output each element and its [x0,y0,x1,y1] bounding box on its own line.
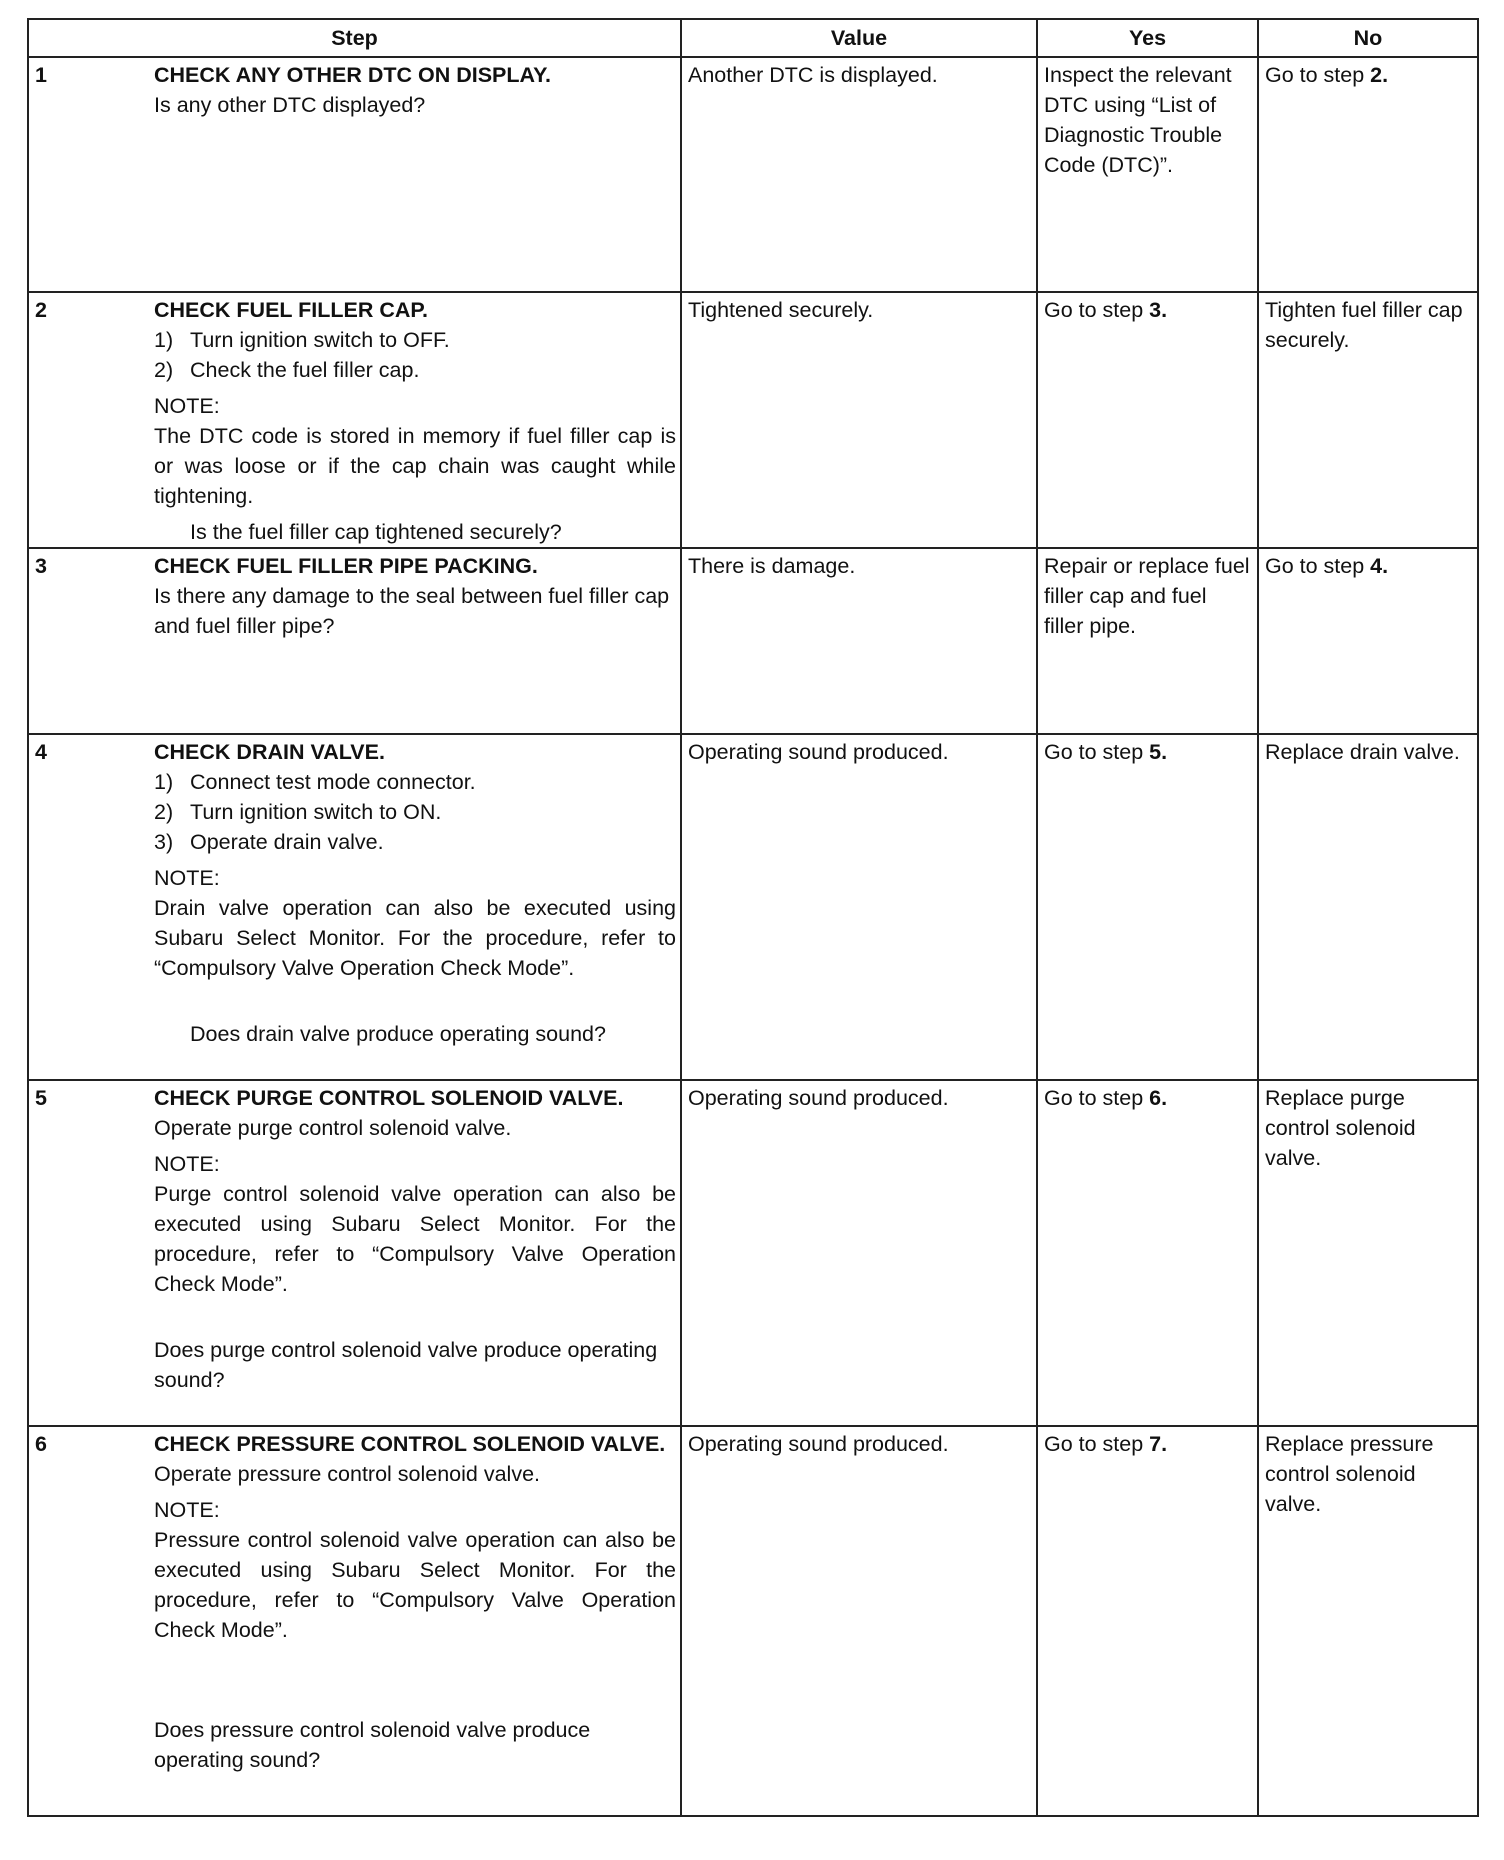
header-row [28,19,1478,57]
step-cell [28,292,681,548]
table-row [28,734,1478,1080]
value-cell [681,1080,1037,1426]
value-cell [681,548,1037,734]
table-row [28,292,1478,548]
value-cell [681,292,1037,548]
goto-label: Go to step [1044,298,1150,322]
goto-label: Go to step [1044,1086,1150,1110]
note-text: Pressure control solenoid valve operation can also be executed using Subaru Select Monitor. For the procedure, refer to “Compulsory Valve Operation Check Mode”. [154,1528,676,1642]
goto-step: 3. [1149,298,1168,322]
no-text [1259,549,1477,581]
yes-cell [1037,57,1258,292]
value-text: There is damage. [688,554,856,578]
value-text: Another DTC is displayed. [688,63,938,87]
no-cell [1258,292,1478,548]
step-instruction: Operate purge control solenoid valve. [154,1116,512,1140]
note-label: NOTE: [154,866,220,890]
value-cell [681,1426,1037,1816]
yes-text [1038,293,1257,325]
yes-cell [1037,734,1258,1080]
yes-cell [1037,1426,1258,1816]
no-cell [1258,1080,1478,1426]
yes-cell [1037,548,1258,734]
step-number: 4 [35,740,47,764]
goto-step: 7. [1149,1432,1168,1456]
step-cell [28,1426,681,1816]
step-title: CHECK FUEL FILLER PIPE PACKING. [154,554,538,578]
substep: 3) Operate drain valve. [154,827,676,857]
step-title: CHECK DRAIN VALVE. [154,740,385,764]
value-text: Operating sound produced. [688,1432,949,1456]
value-cell [681,57,1037,292]
yes-cell [1037,292,1258,548]
goto-label: Go to step [1265,554,1371,578]
step-number: 1 [35,63,47,87]
goto-label: Go to step [1044,1432,1150,1456]
no-text: Replace pressure control solenoid valve. [1265,1432,1434,1516]
value-text: Tightened securely. [688,298,874,322]
goto-step: 4. [1370,554,1389,578]
no-cell [1258,548,1478,734]
note-label: NOTE: [154,1152,220,1176]
step-instruction: Operate pressure control solenoid valve. [154,1462,541,1486]
diagnostic-table [27,18,1479,1817]
no-text: Replace purge control solenoid valve. [1265,1086,1416,1170]
step-number: 3 [35,554,47,578]
header-yes: Yes [1037,19,1258,57]
step-cell [28,1080,681,1426]
value-cell [681,734,1037,1080]
yes-cell [1037,1080,1258,1426]
note-text: Purge control solenoid valve operation can also be executed using Subaru Select Monitor. For the procedure, refer to “Compulsory Valve Operation Check Mode”. [154,1182,676,1296]
no-text: Replace drain valve. [1265,740,1460,764]
value-text: Operating sound produced. [688,1086,949,1110]
header-value: Value [681,19,1037,57]
note-text: Drain valve operation can also be executed using Subaru Select Monitor. For the procedure, refer to “Compulsory Valve Operation Check Mode”. [154,896,676,980]
substep-text: Operate drain valve. [190,830,384,854]
no-text [1259,58,1477,90]
table-row [28,548,1478,734]
table-row [28,1426,1478,1816]
substep-text: Connect test mode connector. [190,770,476,794]
step-title: CHECK PURGE CONTROL SOLENOID VALVE. [154,1086,624,1110]
step-title: CHECK PRESSURE CONTROL SOLENOID VALVE. [154,1432,666,1456]
table-row [28,1080,1478,1426]
step-title: CHECK FUEL FILLER CAP. [154,298,428,322]
goto-step: 6. [1149,1086,1168,1110]
no-cell [1258,57,1478,292]
step-question: Does drain valve produce operating sound? [190,1022,606,1046]
substep: 1) Turn ignition switch to OFF. [154,325,676,355]
goto-step: 2. [1370,63,1389,87]
step-cell [28,57,681,292]
step-cell [28,734,681,1080]
step-question: Does pressure control solenoid valve produce operating sound? [154,1718,591,1772]
step-title: CHECK ANY OTHER DTC ON DISPLAY. [154,63,552,87]
header-step: Step [28,19,681,57]
no-text: Tighten fuel filler cap securely. [1265,298,1463,352]
step-question: Is there any damage to the seal between fuel filler cap and fuel filler pipe? [154,584,670,638]
step-number: 5 [35,1086,47,1110]
no-cell [1258,1426,1478,1816]
yes-text: Inspect the relevant DTC using “List of Diagnostic Trouble Code (DTC)”. [1044,63,1232,177]
goto-label: Go to step [1044,740,1150,764]
note-label: NOTE: [154,1498,220,1522]
substep-text: Turn ignition switch to ON. [190,800,442,824]
note-label: NOTE: [154,394,220,418]
yes-text [1038,1427,1257,1459]
step-cell [28,548,681,734]
no-cell [1258,734,1478,1080]
value-text: Operating sound produced. [688,740,949,764]
goto-label: Go to step [1265,63,1371,87]
substep-text: Turn ignition switch to OFF. [190,328,450,352]
header-no: No [1258,19,1478,57]
note-text: The DTC code is stored in memory if fuel filler cap is or was loose or if the cap chain was caught while tightening. [154,424,676,508]
yes-text [1038,1081,1257,1113]
step-question: Does purge control solenoid valve produce operating sound? [154,1338,658,1392]
yes-text [1038,735,1257,767]
step-question: Is any other DTC displayed? [154,93,426,117]
table-row [28,57,1478,292]
substep: 2) Check the fuel filler cap. [154,355,676,385]
step-question: Is the fuel filler cap tightened securely? [190,520,562,544]
step-number: 6 [35,1432,47,1456]
substep-text: Check the fuel filler cap. [190,358,420,382]
substep: 2) Turn ignition switch to ON. [154,797,676,827]
substep: 1) Connect test mode connector. [154,767,676,797]
goto-step: 5. [1149,740,1168,764]
step-number: 2 [35,298,47,322]
yes-text: Repair or replace fuel filler cap and fuel filler pipe. [1044,554,1250,638]
